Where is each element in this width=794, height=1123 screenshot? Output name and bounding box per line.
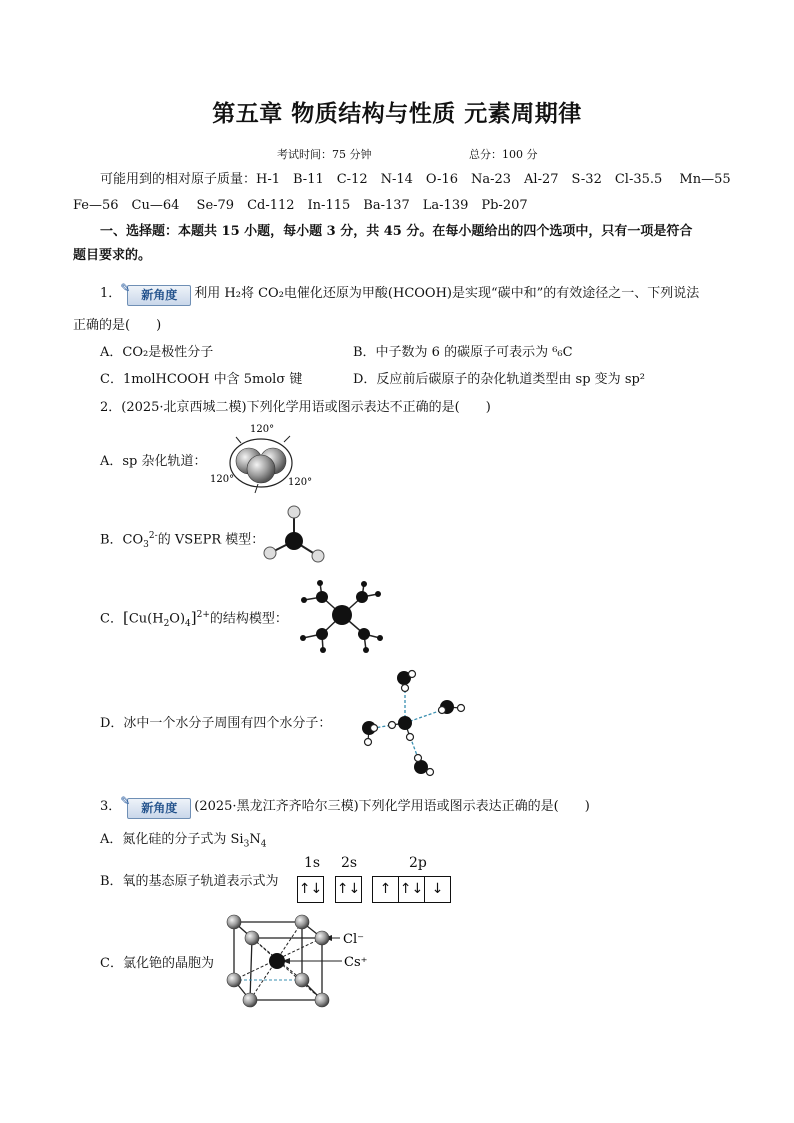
question-2-option-c: C．$[Cu(H_2O)_4]^{2+}$的结构模型： — [100, 608, 288, 629]
orbital-2p-cell-1: ↑ — [373, 877, 399, 902]
atomic-mass-line-1: 可能用到的相对原子质量：H-1 B-11 C-12 N-14 O-16 Na-23 Al-27 S-32 Cl-35.5 Mn—55 — [100, 172, 731, 187]
question-3-option-b: B．氧的基态原子轨道表示式为 — [100, 874, 279, 889]
page-title: 第五章 物质结构与性质 元素周期律 — [212, 101, 582, 127]
pen-icon-2: ✎ — [120, 794, 131, 808]
ice-hydrogen-bond-diagram — [348, 662, 478, 782]
new-angle-badge: ✎ 新角度 — [127, 285, 191, 306]
sp-hybrid-orbital-diagram — [200, 418, 320, 498]
vsepr-model-diagram — [262, 504, 332, 564]
cl-ion-label: Cl⁻ — [343, 932, 364, 947]
question-1-stem-text: 利用 H₂将 CO₂电催化还原为甲酸(HCOOH)是实现“碳中和”的有效途径之一、下列说法 — [194, 286, 700, 301]
question-2-stem: 2．(2025·北京西城二模)下列化学用语或图示表达不正确的是( ) — [100, 400, 491, 415]
orbital-1s-cell: ↑↓ — [298, 881, 323, 897]
cscl-unit-cell-diagram — [222, 910, 372, 1015]
cs-ion-label: Cs⁺ — [344, 955, 368, 970]
orbital-2p-cell-2: ↑↓ — [399, 877, 425, 902]
angle-label-left: 120° — [210, 474, 235, 485]
question-1-stem-line-2: 正确的是( ) — [73, 318, 162, 333]
question-1-option-d: D．反应前后碳原子的杂化轨道类型由 sp 变为 sp² — [353, 372, 646, 387]
question-3-number: 3． — [100, 799, 122, 814]
orbital-box-2s — [335, 876, 362, 903]
section-heading-line-1: 一、选择题：本题共 15 小题，每小题 3 分，共 45 分。在每小题给出的四个选项中，只有一项是符合 — [100, 224, 693, 239]
angle-label-right: 120° — [288, 477, 313, 488]
orbital-label-1s: 1s — [304, 855, 321, 871]
question-1-option-a: A．CO₂是极性分子 — [100, 345, 214, 360]
orbital-label-2p: 2p — [409, 855, 427, 871]
total-score: 总分：100 分 — [469, 148, 538, 161]
question-1-option-c: C．1molHCOOH 中含 5molσ 键 — [100, 372, 303, 387]
orbital-label-2s: 2s — [341, 855, 358, 871]
orbital-2p-cell-3: ↓ — [431, 881, 444, 897]
atomic-mass-line-2: Fe—56 Cu—64 Se-79 Cd-112 In-115 Ba-137 La-139 Pb-207 — [73, 198, 528, 213]
question-3-option-c: C．氯化铯的晶胞为 — [100, 956, 214, 971]
new-angle-badge-2: ✎ 新角度 — [127, 798, 191, 819]
question-3-option-a: A．氮化硅的分子式为 $Si_3N_4$ — [100, 832, 267, 850]
question-1-option-b: B．中子数为 6 的碳原子可表示为 ⁶₆C — [353, 345, 573, 360]
orbital-2s-cell: ↑↓ — [336, 881, 361, 897]
question-3-stem-text: (2025·黑龙江齐齐哈尔三模)下列化学用语或图示表达正确的是( ) — [194, 799, 590, 814]
angle-label-top: 120° — [250, 424, 275, 435]
orbital-box-1s — [297, 876, 324, 903]
cu-complex-structure-diagram — [298, 578, 388, 658]
orbital-box-2p — [372, 876, 451, 903]
question-2-option-b: B．$CO_3^{2-}$的 VSEPR 模型： — [100, 531, 265, 550]
question-2-option-a: A．sp 杂化轨道： — [100, 454, 207, 469]
pen-icon: ✎ — [120, 281, 131, 295]
section-heading-line-2: 题目要求的。 — [73, 248, 152, 263]
question-3-stem — [100, 796, 590, 817]
exam-time: 考试时间：75 分钟 — [277, 148, 372, 161]
question-1-number: 1． — [100, 286, 122, 301]
question-1-stem — [100, 283, 699, 304]
question-2-option-d: D．冰中一个水分子周围有四个水分子： — [100, 716, 332, 731]
